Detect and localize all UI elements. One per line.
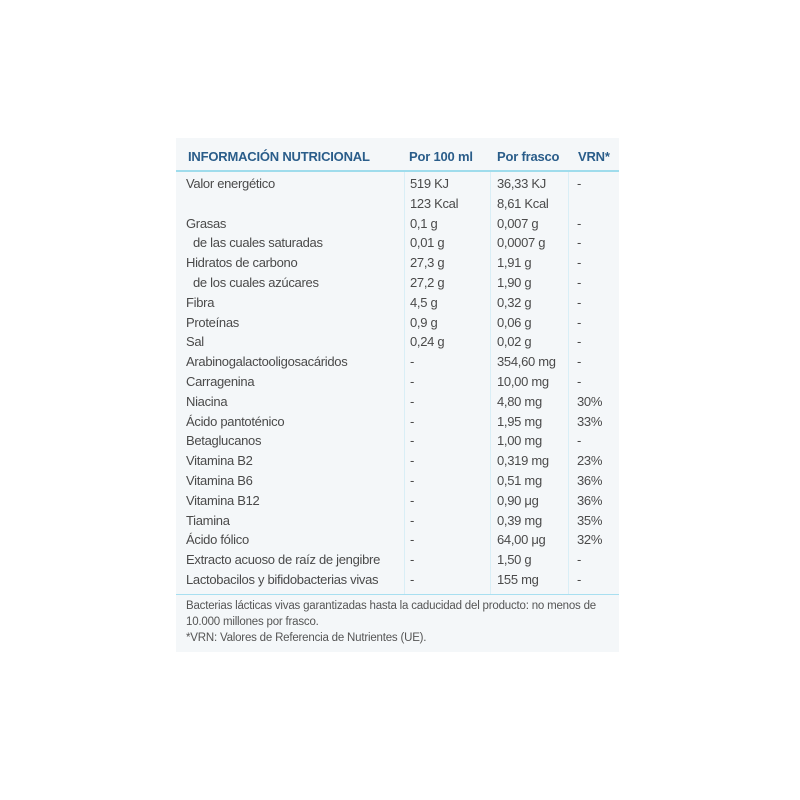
- value-per-frasco: 354,60 mg: [497, 354, 556, 370]
- value-per-100ml: 123 Kcal: [410, 195, 459, 211]
- value-per-100ml: 0,1 g: [410, 215, 438, 231]
- value-vrn: 36%: [577, 473, 603, 488]
- value-vrn: -: [577, 552, 582, 568]
- footer-note-bacteria: Bacterias lácticas vivas garantizadas hasta la caducidad del producto: no menos de 10.000 millones por frasco.: [186, 600, 596, 628]
- value-vrn: -: [577, 334, 582, 350]
- value-per-100ml: 0,9 g: [410, 314, 438, 330]
- nutrient-name: Extracto acuoso de raíz de jengibre: [186, 552, 381, 568]
- value-per-frasco: 0,02 g: [497, 334, 532, 350]
- value-per-100ml: 4,5 g: [410, 294, 438, 310]
- header-per-frasco: Por frasco: [497, 149, 560, 164]
- value-vrn: -: [577, 354, 582, 370]
- table-row: [0, 255, 620, 275]
- table-row: [0, 532, 620, 552]
- value-per-frasco: 4,80 mg: [497, 393, 542, 409]
- nutrient-name: Tiamina: [186, 512, 230, 528]
- table-row: [0, 295, 620, 315]
- value-per-frasco: 0,06 g: [497, 314, 532, 330]
- value-per-100ml: -: [410, 512, 415, 528]
- value-per-frasco: 8,61 Kcal: [497, 195, 549, 211]
- value-per-frasco: 0,90 μg: [497, 492, 539, 508]
- table-row: [0, 235, 620, 255]
- value-per-frasco: 155 mg: [497, 572, 539, 587]
- footer-divider: [176, 594, 619, 595]
- table-row: [0, 176, 620, 196]
- value-per-100ml: 27,3 g: [410, 255, 445, 271]
- value-vrn: 23%: [577, 453, 603, 469]
- value-per-frasco: 0,51 mg: [497, 473, 542, 488]
- value-vrn: 32%: [577, 532, 603, 548]
- table-row: [0, 513, 620, 533]
- value-vrn: -: [577, 215, 582, 231]
- value-per-frasco: 64,00 μg: [497, 532, 546, 548]
- header-per-100ml: Por 100 ml: [409, 149, 473, 164]
- value-vrn: 35%: [577, 512, 603, 528]
- value-vrn: 36%: [577, 492, 603, 508]
- nutrient-name: Ácido fólico: [186, 532, 249, 548]
- table-row: [0, 453, 620, 473]
- table-row: [0, 473, 620, 493]
- nutrient-name: de los cuales azúcares: [193, 275, 319, 290]
- value-vrn: 33%: [577, 413, 603, 429]
- value-vrn: -: [577, 314, 582, 330]
- nutrient-name: Sal: [186, 334, 204, 350]
- table-row: [0, 493, 620, 513]
- value-vrn: -: [577, 176, 582, 191]
- value-per-frasco: 0,0007 g: [497, 235, 546, 251]
- value-per-100ml: -: [410, 532, 415, 548]
- value-per-frasco: 10,00 mg: [497, 374, 549, 389]
- value-per-100ml: -: [410, 572, 415, 587]
- value-per-frasco: 1,00 mg: [497, 433, 542, 449]
- value-vrn: -: [577, 275, 582, 290]
- value-per-100ml: 519 KJ: [410, 176, 449, 191]
- value-vrn: -: [577, 235, 582, 251]
- table-row: [0, 572, 620, 592]
- nutrient-name: Hidratos de carbono: [186, 255, 298, 271]
- value-vrn: -: [577, 433, 582, 449]
- table-row: [0, 414, 620, 434]
- nutrient-name: Lactobacilos y bifidobacterias vivas: [186, 572, 379, 587]
- nutrient-name: Betaglucanos: [186, 433, 262, 449]
- nutrient-name: Ácido pantoténico: [186, 413, 285, 429]
- value-per-frasco: 0,39 mg: [497, 512, 542, 528]
- nutrient-name: Grasas: [186, 215, 227, 231]
- table-row: [0, 315, 620, 335]
- value-per-frasco: 0,32 g: [497, 294, 532, 310]
- nutrient-name: Arabinogalactooligosacáridos: [186, 354, 348, 370]
- table-row: [0, 275, 620, 295]
- value-per-100ml: -: [410, 552, 415, 568]
- value-per-frasco: 0,007 g: [497, 215, 539, 231]
- value-per-100ml: 0,24 g: [410, 334, 445, 350]
- table-row: [0, 196, 620, 216]
- table-row: [0, 552, 620, 572]
- value-per-100ml: -: [410, 492, 415, 508]
- value-per-100ml: 27,2 g: [410, 275, 445, 290]
- header-vrn: VRN*: [578, 149, 610, 164]
- table-row: [0, 354, 620, 374]
- value-per-frasco: 1,95 mg: [497, 413, 542, 429]
- value-vrn: -: [577, 572, 582, 587]
- nutrient-name: Vitamina B6: [186, 473, 253, 488]
- value-per-100ml: -: [410, 393, 415, 409]
- value-per-100ml: -: [410, 374, 415, 389]
- nutrient-name: de las cuales saturadas: [193, 235, 323, 251]
- value-per-100ml: 0,01 g: [410, 235, 445, 251]
- value-per-frasco: 1,91 g: [497, 255, 532, 271]
- nutrient-name: Valor energético: [186, 176, 275, 191]
- header-title: INFORMACIÓN NUTRICIONAL: [188, 149, 370, 164]
- nutrient-name: Vitamina B2: [186, 453, 253, 469]
- nutrient-name: Vitamina B12: [186, 492, 260, 508]
- table-row: [0, 433, 620, 453]
- value-per-frasco: 1,90 g: [497, 275, 532, 290]
- value-per-100ml: -: [410, 433, 415, 449]
- table-row: [0, 334, 620, 354]
- value-vrn: 30%: [577, 393, 603, 409]
- nutrient-name: Fibra: [186, 294, 215, 310]
- value-per-100ml: -: [410, 413, 415, 429]
- value-vrn: -: [577, 294, 582, 310]
- value-per-frasco: 0,319 mg: [497, 453, 549, 469]
- nutrient-name: Carragenina: [186, 374, 255, 389]
- value-vrn: -: [577, 255, 582, 271]
- value-per-100ml: -: [410, 354, 415, 370]
- value-per-100ml: -: [410, 453, 415, 469]
- nutrient-name: Niacina: [186, 393, 228, 409]
- table-row: [0, 374, 620, 394]
- table-row: [0, 394, 620, 414]
- table-row: [0, 216, 620, 236]
- table-header: [176, 146, 619, 172]
- value-vrn: -: [577, 374, 582, 389]
- nutrient-name: Proteínas: [186, 314, 239, 330]
- value-per-frasco: 36,33 KJ: [497, 176, 546, 191]
- value-per-frasco: 1,50 g: [497, 552, 532, 568]
- footer-note-vrn: *VRN: Valores de Referencia de Nutrientes (UE).: [186, 632, 427, 644]
- value-per-100ml: -: [410, 473, 415, 488]
